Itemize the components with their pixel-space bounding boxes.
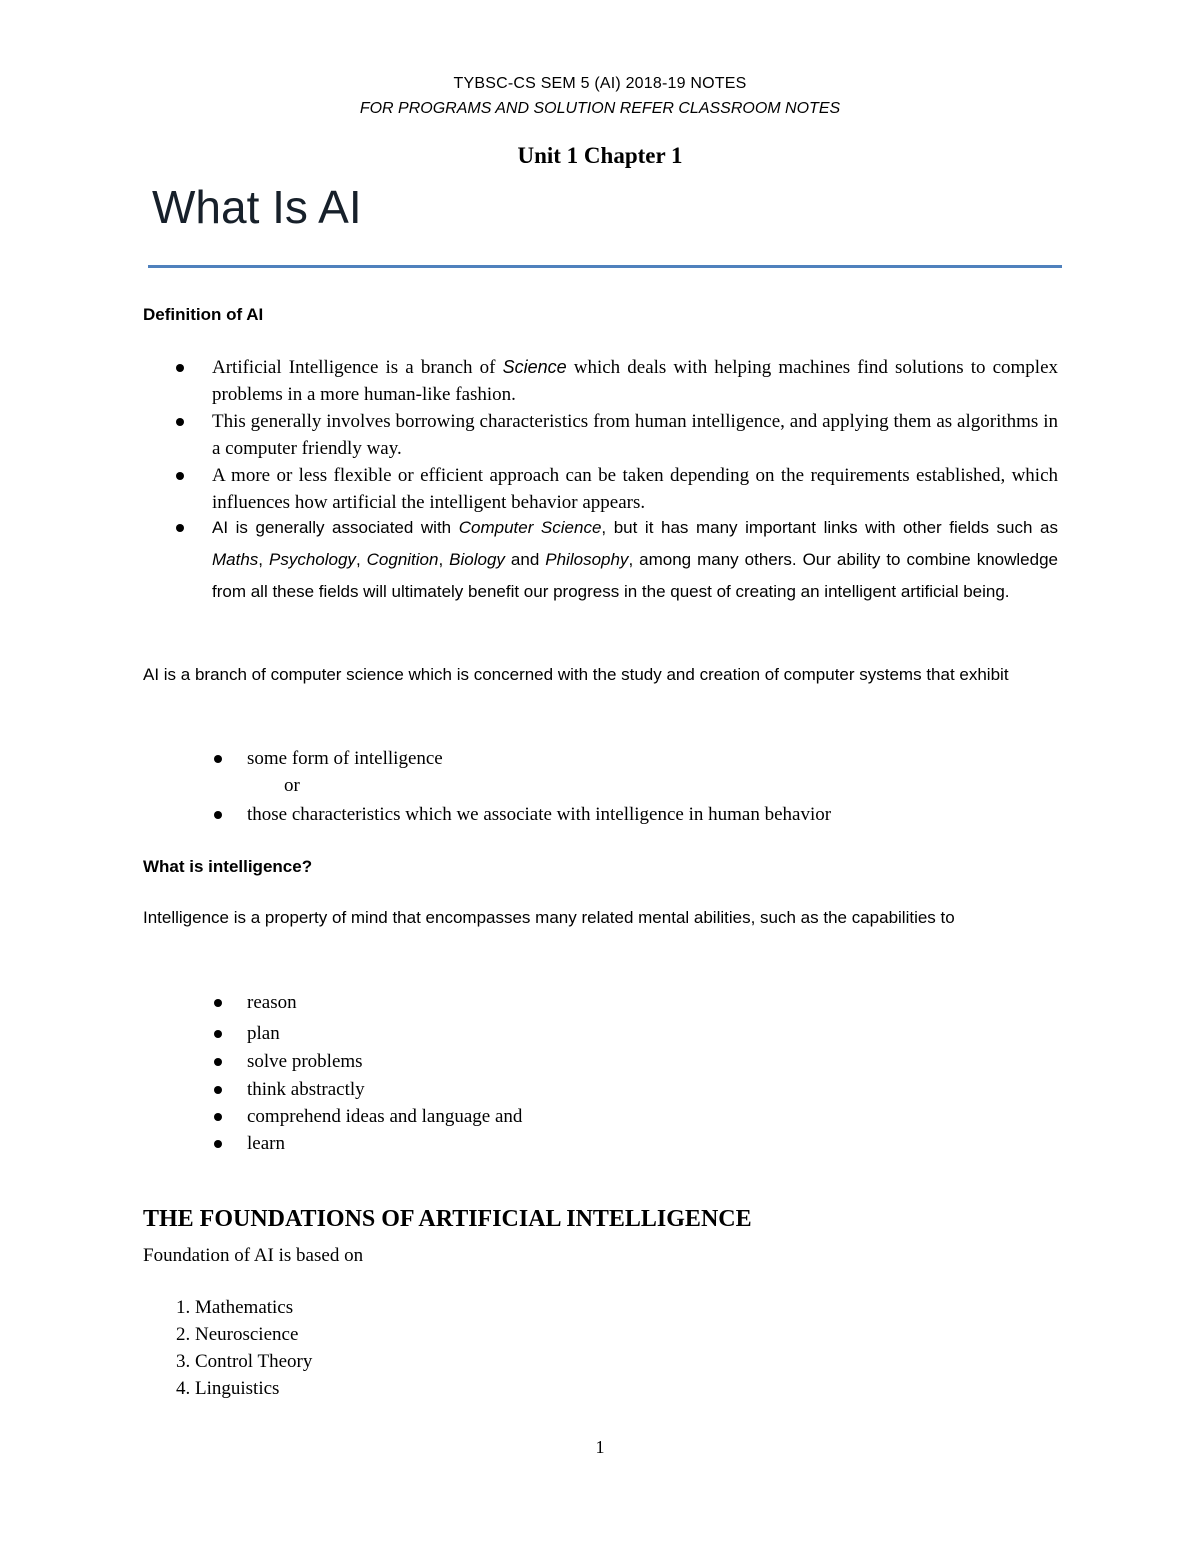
- bullet-icon: [214, 1086, 222, 1094]
- bullet-icon: [214, 1140, 222, 1148]
- ai-branch-or: or: [284, 775, 300, 796]
- text-run: and: [504, 550, 546, 569]
- foundations-intro: Foundation of AI is based on: [143, 1245, 364, 1266]
- text-run: , but it has many important links with other fields such as: [601, 518, 1058, 537]
- bullet-icon: [176, 364, 184, 372]
- list-item: reason: [247, 992, 297, 1013]
- bullet-icon: [176, 418, 184, 426]
- text-run-italic: Philosophy: [545, 550, 629, 569]
- list-item: comprehend ideas and language and: [247, 1106, 523, 1127]
- bullet-icon: [176, 472, 184, 480]
- bullet-icon: [176, 524, 184, 532]
- page-title: What Is AI: [152, 181, 362, 233]
- document-header: TYBSC-CS SEM 5 (AI) 2018-19 NOTES: [453, 75, 747, 92]
- text-run-italic: Psychology: [269, 550, 356, 569]
- text-run-italic: Cognition: [366, 550, 439, 569]
- list-item: 2. Neuroscience: [176, 1324, 299, 1345]
- bullet-icon: [214, 1030, 222, 1038]
- document-subheader: FOR PROGRAMS AND SOLUTION REFER CLASSROOM NOTES: [359, 100, 841, 117]
- text-run-italic: Biology: [449, 550, 505, 569]
- intelligence-heading: What is intelligence?: [143, 857, 313, 876]
- ai-branch-item-1: some form of intelligence: [247, 748, 443, 769]
- definition-item-1-text-end: which deals with helping machines find solutions to complex problems in a more human-like fashion.: [212, 357, 1058, 405]
- definition-item-1-emphasis: Science: [502, 357, 567, 377]
- list-item: 1. Mathematics: [176, 1297, 294, 1318]
- bullet-icon: [214, 1113, 222, 1121]
- list-item: think abstractly: [247, 1079, 365, 1100]
- title-underline-rule: [148, 265, 1062, 268]
- foundations-heading: THE FOUNDATIONS OF ARTIFICIAL INTELLIGENCE: [143, 1206, 752, 1232]
- page-number: 1: [595, 1437, 605, 1457]
- list-item: plan: [247, 1023, 280, 1044]
- bullet-icon: [214, 1058, 222, 1066]
- text-run: ,: [258, 550, 269, 569]
- definition-item-2: This generally involves borrowing characteristics from human intelligence, and applying them as algorithms in a computer friendly way.: [212, 411, 1058, 459]
- definition-item-1-text: Artificial Intelligence is a branch of: [212, 357, 503, 378]
- ai-branch-item-2: those characteristics which we associate with intelligence in human behavior: [247, 804, 832, 825]
- list-item: 3. Control Theory: [176, 1351, 313, 1372]
- intelligence-paragraph: Intelligence is a property of mind that encompasses many related mental abilities, such as the capabilities to: [143, 908, 955, 927]
- text-run: ,: [355, 550, 367, 569]
- text-run-italic: Maths: [212, 550, 259, 569]
- bullet-icon: [214, 811, 222, 819]
- list-item: solve problems: [247, 1051, 363, 1072]
- text-run: ,: [438, 550, 450, 569]
- unit-title: Unit 1 Chapter 1: [517, 143, 683, 168]
- definition-item-3: A more or less flexible or efficient approach can be taken depending on the requirements established, which influences how artificial the intelligent behavior appears.: [212, 465, 1058, 513]
- bullet-icon: [214, 755, 222, 763]
- text-run-italic: Computer Science: [458, 518, 602, 537]
- list-item: 4. Linguistics: [176, 1378, 280, 1399]
- text-run: , among many others. Our ability to combine knowledge from all these fields will ultimately benefit our progress in the quest of creating an intelligent artificial being.: [212, 550, 1059, 601]
- definition-item-1: [212, 354, 1058, 408]
- definition-heading: Definition of AI: [143, 305, 264, 324]
- ai-branch-paragraph: AI is a branch of computer science which is concerned with the study and creation of computer systems that exhibit: [143, 665, 1009, 684]
- bullet-icon: [214, 999, 222, 1007]
- definition-item-4: [212, 512, 1058, 608]
- text-run: AI is generally associated with: [212, 518, 459, 537]
- list-item: learn: [247, 1133, 285, 1154]
